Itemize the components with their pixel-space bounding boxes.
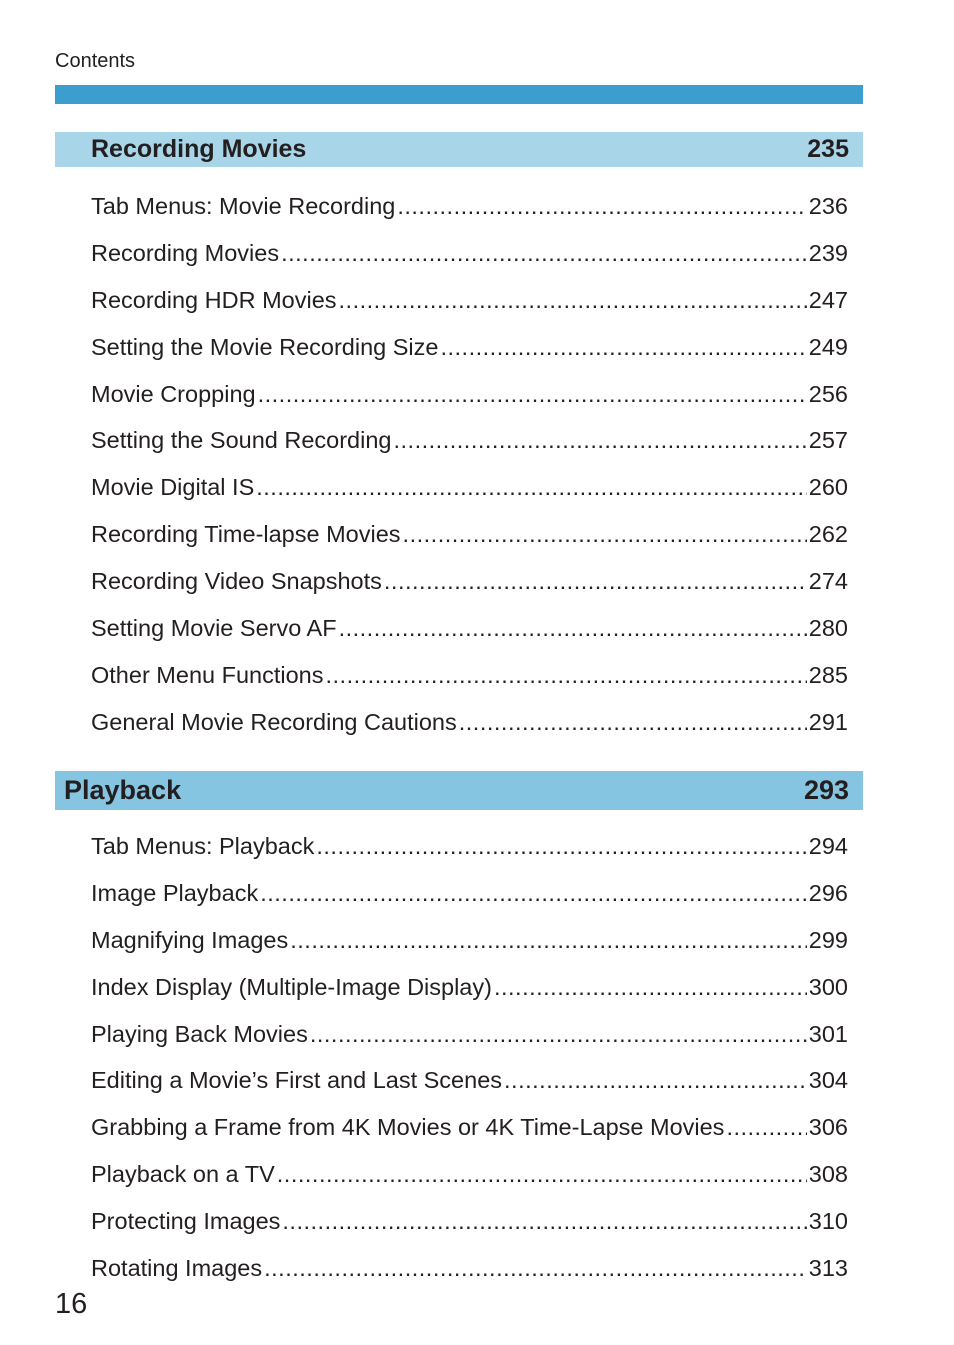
toc-entry[interactable]	[91, 324, 848, 371]
toc-list-recording-movies	[91, 183, 848, 746]
toc-entry-label: Setting Movie Servo AF	[91, 615, 337, 642]
toc-entry-page: 247	[808, 286, 848, 313]
dot-leader	[726, 1104, 806, 1151]
section-header-playback[interactable]	[55, 771, 863, 810]
toc-entry-page: 299	[808, 926, 848, 953]
dot-leader	[282, 1198, 806, 1245]
dot-leader	[290, 917, 807, 964]
toc-entry-page: 291	[808, 708, 848, 735]
toc-entry-label: Tab Menus: Playback	[91, 833, 315, 859]
dot-leader	[384, 558, 807, 605]
section-header-recording-movies[interactable]	[55, 132, 863, 167]
toc-entry-page: 285	[808, 661, 848, 688]
toc-entry[interactable]	[91, 1057, 848, 1104]
toc-entry-page: 280	[808, 615, 848, 642]
toc-entry-label: Magnifying Images	[91, 926, 289, 953]
toc-entry-page: 236	[808, 193, 848, 219]
dot-leader	[459, 699, 807, 746]
toc-entry-label: Tab Menus: Movie Recording	[91, 193, 396, 219]
toc-entry[interactable]	[91, 1104, 848, 1151]
toc-entry[interactable]	[91, 917, 848, 964]
toc-entry-page: 296	[808, 879, 848, 906]
toc-entry-page: 249	[808, 333, 848, 360]
toc-entry[interactable]	[91, 371, 848, 418]
toc-entry-label: Setting the Movie Recording Size	[91, 333, 439, 360]
toc-entry[interactable]	[91, 823, 848, 870]
toc-entry-page: 301	[808, 1020, 848, 1047]
toc-entry-label: Movie Digital IS	[91, 474, 255, 501]
toc-entry[interactable]	[91, 870, 848, 917]
toc-entry-label: Recording Time-lapse Movies	[91, 521, 401, 548]
dot-leader	[258, 371, 807, 418]
toc-entry-label: Recording HDR Movies	[91, 286, 337, 313]
dot-leader	[397, 183, 806, 230]
dot-leader	[494, 964, 807, 1011]
dot-leader	[403, 511, 807, 558]
toc-entry-label: Movie Cropping	[91, 380, 256, 407]
toc-entry-label: Grabbing a Frame from 4K Movies or 4K Time-Lapse Movies	[91, 1114, 725, 1141]
toc-entry[interactable]	[91, 1151, 848, 1198]
toc-entry[interactable]	[91, 183, 848, 230]
section-page: 293	[803, 775, 849, 805]
toc-entry-page: 308	[808, 1161, 848, 1188]
toc-entry-label: Playback on a TV	[91, 1161, 275, 1188]
toc-entry-page: 306	[808, 1114, 848, 1141]
toc-entry[interactable]	[91, 605, 848, 652]
toc-entry-label: Rotating Images	[91, 1255, 263, 1282]
toc-entry[interactable]	[91, 1198, 848, 1245]
toc-entry[interactable]	[91, 464, 848, 511]
toc-entry[interactable]	[91, 1011, 848, 1058]
toc-entry-page: 304	[808, 1067, 848, 1094]
toc-entry-label: Playing Back Movies	[91, 1020, 308, 1047]
toc-entry[interactable]	[91, 652, 848, 699]
toc-entry-label: Editing a Movie’s First and Last Scenes	[91, 1067, 503, 1094]
dot-leader	[310, 1011, 807, 1058]
toc-entry-page: 294	[808, 833, 848, 859]
toc-entry-label: Image Playback	[91, 879, 259, 906]
toc-entry-page: 239	[808, 239, 848, 266]
toc-entry-label: General Movie Recording Cautions	[91, 708, 457, 735]
toc-entry-label: Index Display (Multiple-Image Display)	[91, 973, 492, 1000]
dot-leader	[264, 1245, 807, 1292]
toc-entry-page: 257	[808, 427, 848, 454]
section-title: Recording Movies	[91, 135, 307, 163]
toc-entry-page: 262	[808, 521, 848, 548]
toc-entry-label: Other Menu Functions	[91, 661, 324, 688]
toc-entry-page: 313	[808, 1255, 848, 1282]
toc-entry[interactable]	[91, 511, 848, 558]
toc-entry-label: Recording Video Snapshots	[91, 568, 382, 595]
toc-entry-page: 256	[808, 380, 848, 407]
dot-leader	[326, 652, 807, 699]
toc-entry-label: Protecting Images	[91, 1208, 281, 1235]
toc-entry[interactable]	[91, 1245, 848, 1292]
toc-entry[interactable]	[91, 230, 848, 277]
running-head: Contents	[55, 50, 136, 72]
page-number: 16	[55, 1288, 88, 1320]
dot-leader	[256, 464, 807, 511]
dot-leader	[339, 277, 807, 324]
header-rule-bar	[55, 85, 863, 104]
dot-leader	[504, 1057, 807, 1104]
dot-leader	[277, 1151, 807, 1198]
toc-entry[interactable]	[91, 558, 848, 605]
toc-entry-page: 300	[808, 973, 848, 1000]
toc-entry[interactable]	[91, 964, 848, 1011]
section-title: Playback	[64, 775, 182, 805]
dot-leader	[281, 230, 807, 277]
dot-leader	[440, 324, 806, 371]
toc-entry[interactable]	[91, 277, 848, 324]
toc-entry-page: 260	[808, 474, 848, 501]
toc-entry[interactable]	[91, 699, 848, 746]
toc-entry-label: Recording Movies	[91, 239, 280, 266]
section-page: 235	[807, 135, 849, 163]
toc-entry[interactable]	[91, 417, 848, 464]
dot-leader	[339, 605, 807, 652]
toc-list-playback	[91, 823, 848, 1292]
toc-entry-page: 274	[808, 568, 848, 595]
dot-leader	[260, 870, 807, 917]
dot-leader	[316, 823, 806, 870]
toc-entry-page: 310	[808, 1208, 848, 1235]
toc-entry-label: Setting the Sound Recording	[91, 427, 392, 454]
dot-leader	[394, 417, 807, 464]
